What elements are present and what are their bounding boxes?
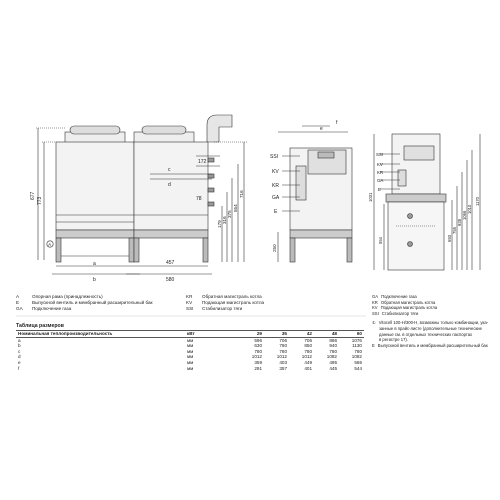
note-code: GA Подключение газа [372,294,417,299]
right-dim-1010: 1010 [467,204,472,214]
table-row: a мм 596 706 706 886 1076 [18,337,362,343]
note-code: KV Подающая магистраль котла [372,305,438,311]
legend-item: E Выпускной вентиль и мембранный расширительный бак [16,300,153,306]
rear-label-ga: GA [272,195,280,201]
right-dim-693: 693 [447,235,452,242]
table-title: Таблица размеров [16,323,64,329]
right-dim-1066: 1066 [462,210,467,220]
side-dim-580: 580 [166,277,175,283]
dimensions-table [16,330,364,371]
rear-label-ssi: SSI [270,154,279,160]
side-dim-457: 457 [166,260,175,266]
note-item: E Выпускной вентиль и мембранный расширительный бак [372,342,488,348]
note-code: KR Обратная магистраль котла [372,299,436,305]
header-label: Номинальная теплопроизводительность [16,331,185,338]
front-dim-773: 773 [37,196,43,205]
side-dim-179: 179 [217,220,222,228]
rear-label-e: E [274,209,278,215]
rear-dim-f: f [336,120,338,126]
table-header-row: Номинальная теплопроизводительность кВт 29 35 42 48 60 [18,331,362,336]
table-row: e мм 359 403 449 495 586 [18,359,362,365]
rear-label-kr: KR [272,183,279,189]
notes-right [372,294,490,348]
right-label-ga: GA [377,178,384,183]
right-view [374,134,480,270]
table-row: d мм 1012 1012 1012 1082 1082 [18,354,362,360]
right-label-e: E [378,187,381,192]
side-dim-554: 554 [233,204,238,212]
right-dim-1031: 1031 [368,192,373,202]
side-dim-172: 172 [198,159,207,165]
front-dim-b: b [93,277,96,283]
side-dim-c: c [168,167,171,173]
right-label-ssi: SSI [376,152,384,157]
note-item: ① Vitocell 100-H/300-H, возможны только комбинации, ука- [372,320,489,326]
right-label-kr: KR [377,170,384,175]
right-dim-755: 755 [452,227,457,234]
legend-middle [186,294,264,313]
table-row: f мм 291 357 401 445 544 [18,365,362,371]
right-dim-928: 928 [457,219,462,226]
note-item: занные в прайс-листе (дополнительные технические [379,325,482,331]
side-dim-78: 78 [196,196,202,202]
rear-dim-e: e [320,126,323,132]
right-dim-1170: 1170 [475,196,480,206]
front-dim-677: 677 [30,191,36,200]
note-code: SSI Стабилизатор тяги [372,310,419,316]
note-item: данные см. в отдельных технических паспортах [379,331,473,337]
front-dim-a: a [93,261,96,267]
legend-item: KR Обратная магистраль котла [186,294,262,299]
legend-left [16,294,153,313]
rear-view [278,126,352,262]
rear-label-kv: KV [272,169,279,175]
side-dim-d: d [168,182,171,188]
right-label-kv: KV [377,162,383,167]
front-marker-a: A [48,242,52,247]
table-row: c мм 780 780 780 780 780 [18,348,362,354]
side-dim-716: 716 [239,190,244,198]
legend-item: A Опорная рама (принадлежность) [16,294,103,299]
legend-item: KV Подающая магистраль котла [186,300,265,306]
side-dim-375: 375 [227,210,232,218]
legend-item: SSI Стабилизатор тяги [186,306,243,312]
front-view [36,126,140,274]
note-item: в регистре 17). [379,337,408,343]
side-dim-316: 316 [222,216,227,224]
legend-item: GA Подключение газа [16,306,72,312]
side-view [126,115,248,274]
right-dim-554: 554 [378,237,383,244]
rear-dim-250: 250 [272,244,277,252]
header-unit: кВт [185,331,239,338]
table-row: b мм 630 760 850 940 1130 [18,343,362,349]
